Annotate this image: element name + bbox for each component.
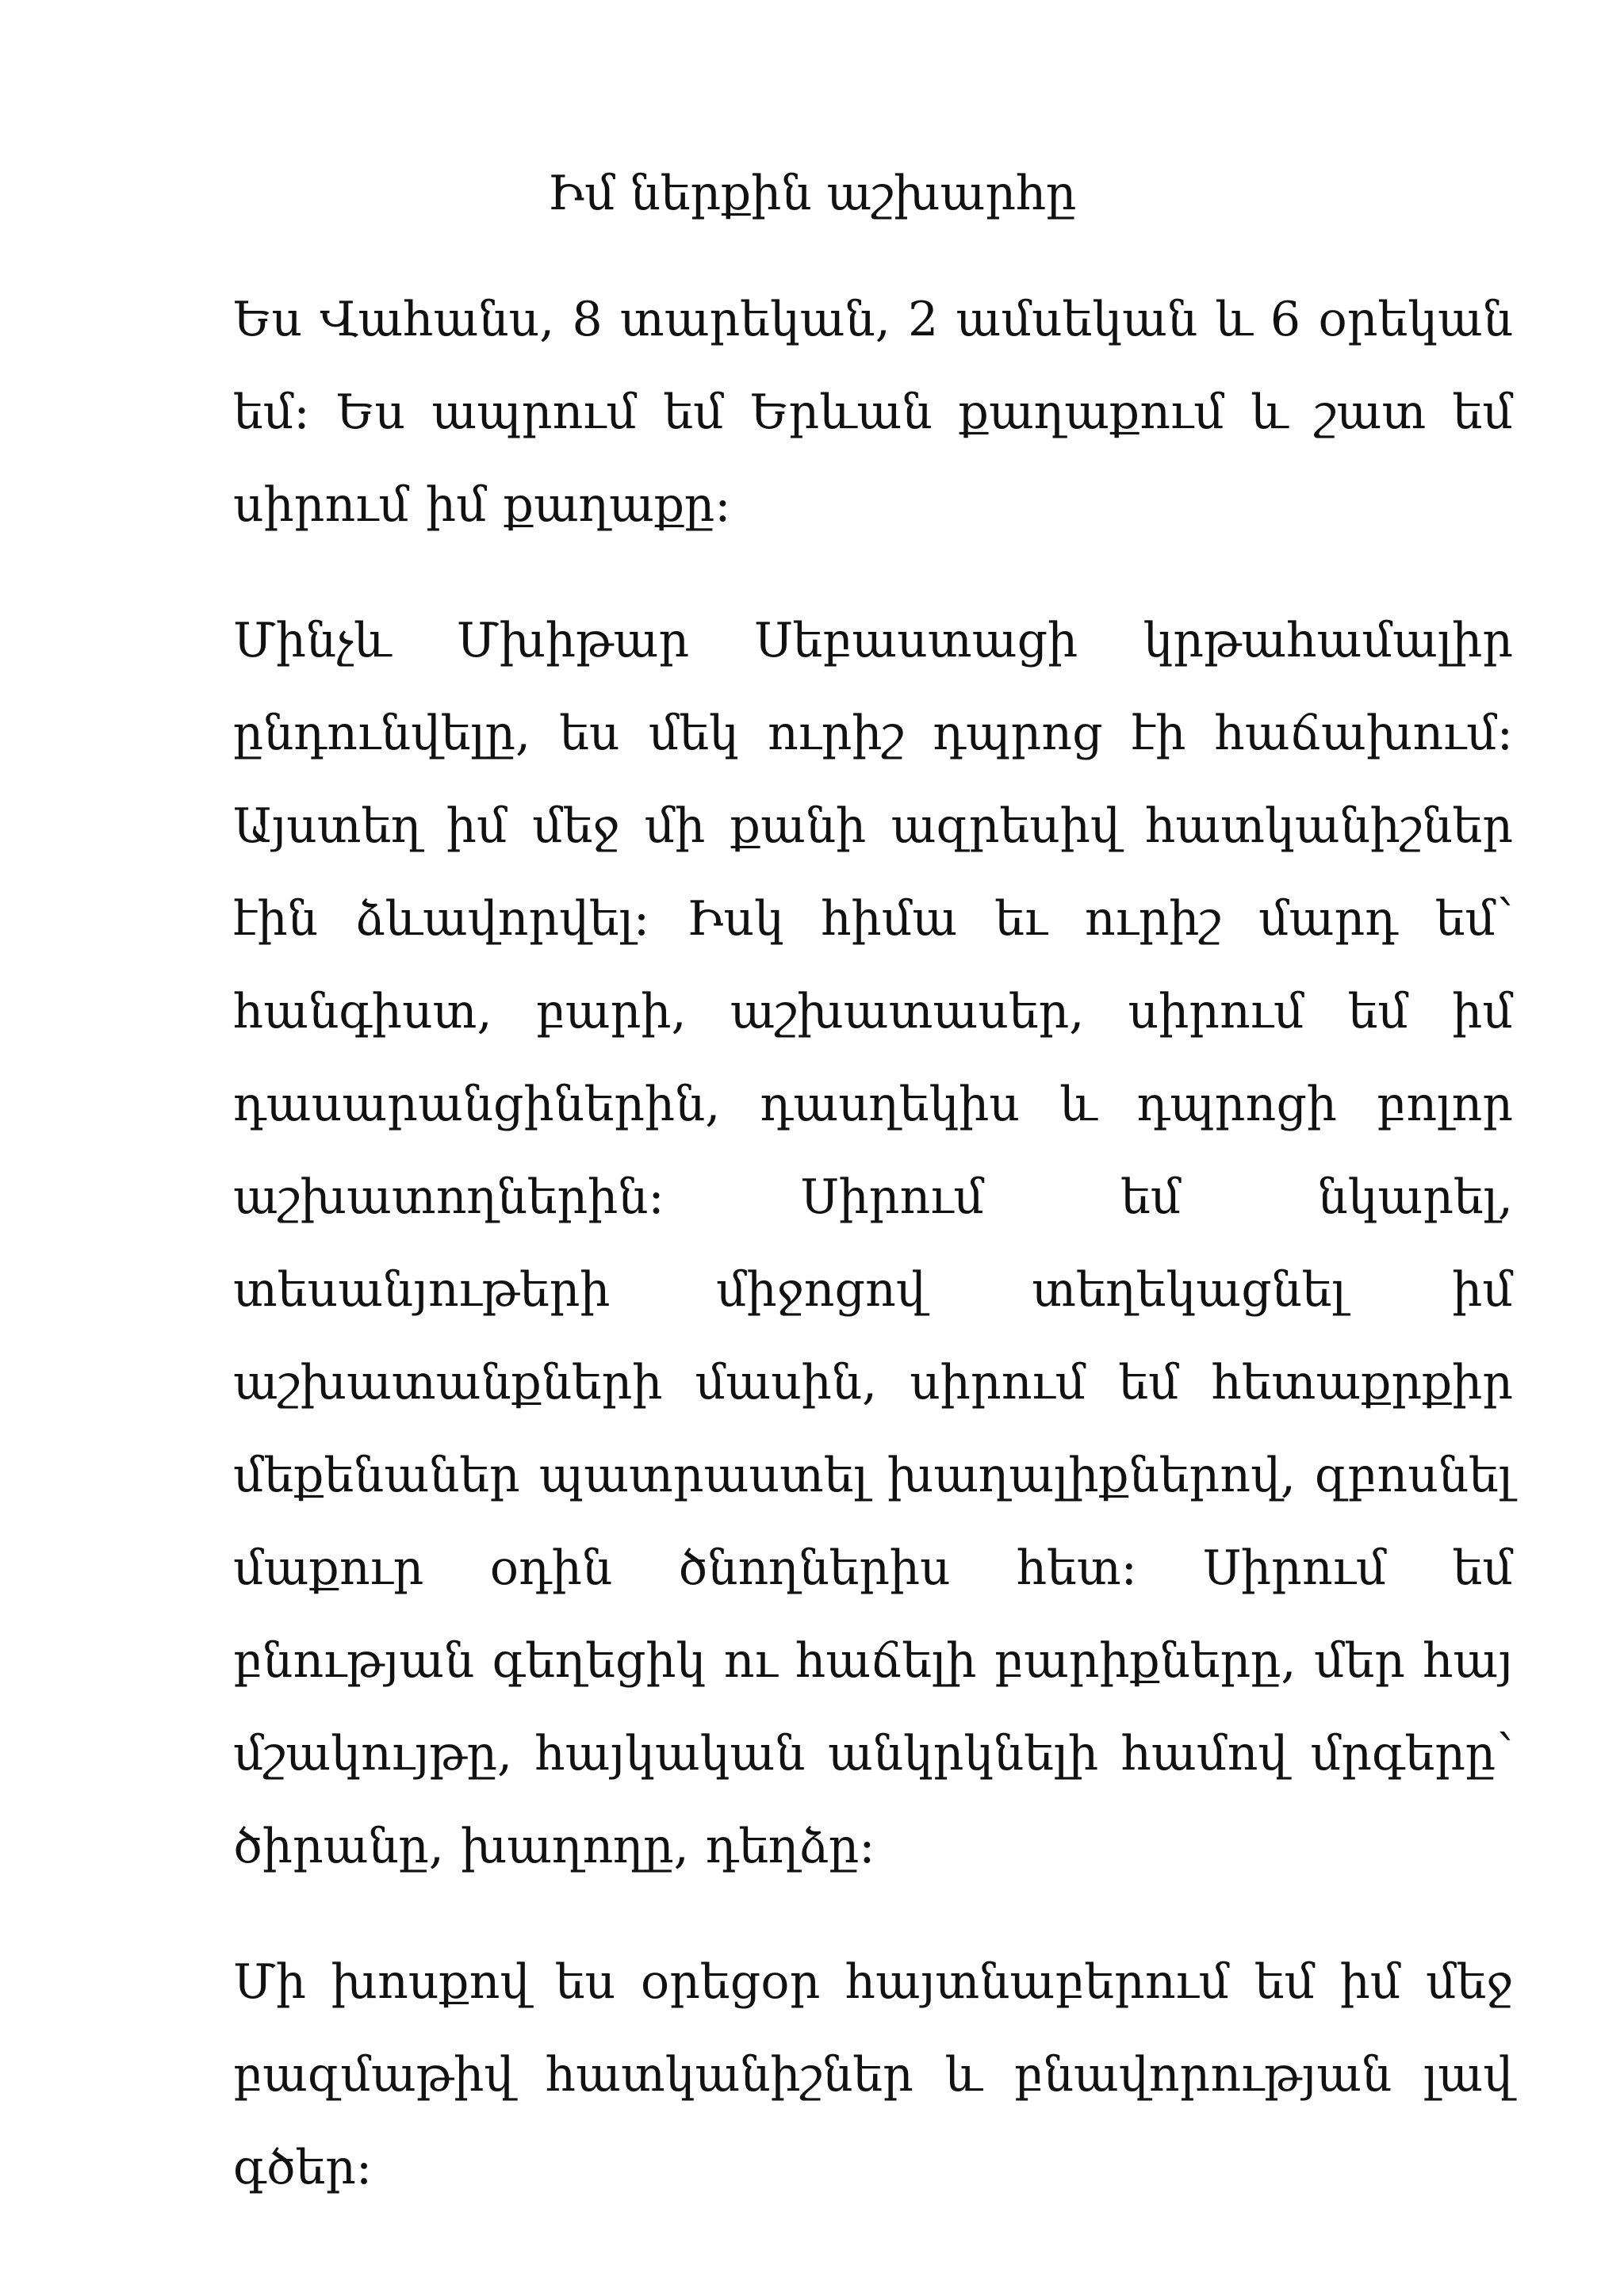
paragraph-conclusion: Մի խոսքով ես օրեցօր հայտնաբերում եմ իմ մեջ բազմաթիվ հատկանիշներ և բնավորության լավ գծեր: bbox=[233, 1954, 1513, 2195]
document-body bbox=[233, 274, 1513, 2257]
paragraph-main: Մինչև Մխիթար Սեբաստացի կրթահամալիր ընդունվելը, ես մեկ ուրիշ դպրոց էի հաճախում: Այստեղ իմ մեջ մի քանի ազրեսիվ հատկանիշներ էին ձևավորվել: Իսկ հիմա եւ ուրիշ մարդ եմ՝ հանգիստ, բարի, աշխատասեր, սիրում եմ իմ դասարանցիներին, դասղեկիս և դպրոցի բոլոր աշխատողներին: Սիրում եմ նկարել, տեսանյութերի միջոցով տեղեկացնել իմ աշխատանքների մասին, սիրում եմ հետաքրքիր մեքենաներ պատրաստել խաղալիքներով, զբոսնել մաքուր օդին ծնողներիս հետ: Սիրում եմ բնության գեղեցիկ ու հաճելի բարիքները, մեր հայ մշակույթը, հայկական անկրկնելի համով մրգերը՝ ծիրանը, խաղողը, դեղձը: bbox=[233, 613, 1513, 1874]
paragraph-intro: Ես Վահանս, 8 տարեկան, 2 ամսեկան և 6 օրեկան եմ: Ես ապրում եմ Երևան քաղաքում և շատ եմ սիրում իմ քաղաքը: bbox=[233, 292, 1513, 533]
document-title: Իմ ներքին աշխարհը bbox=[547, 166, 1077, 221]
